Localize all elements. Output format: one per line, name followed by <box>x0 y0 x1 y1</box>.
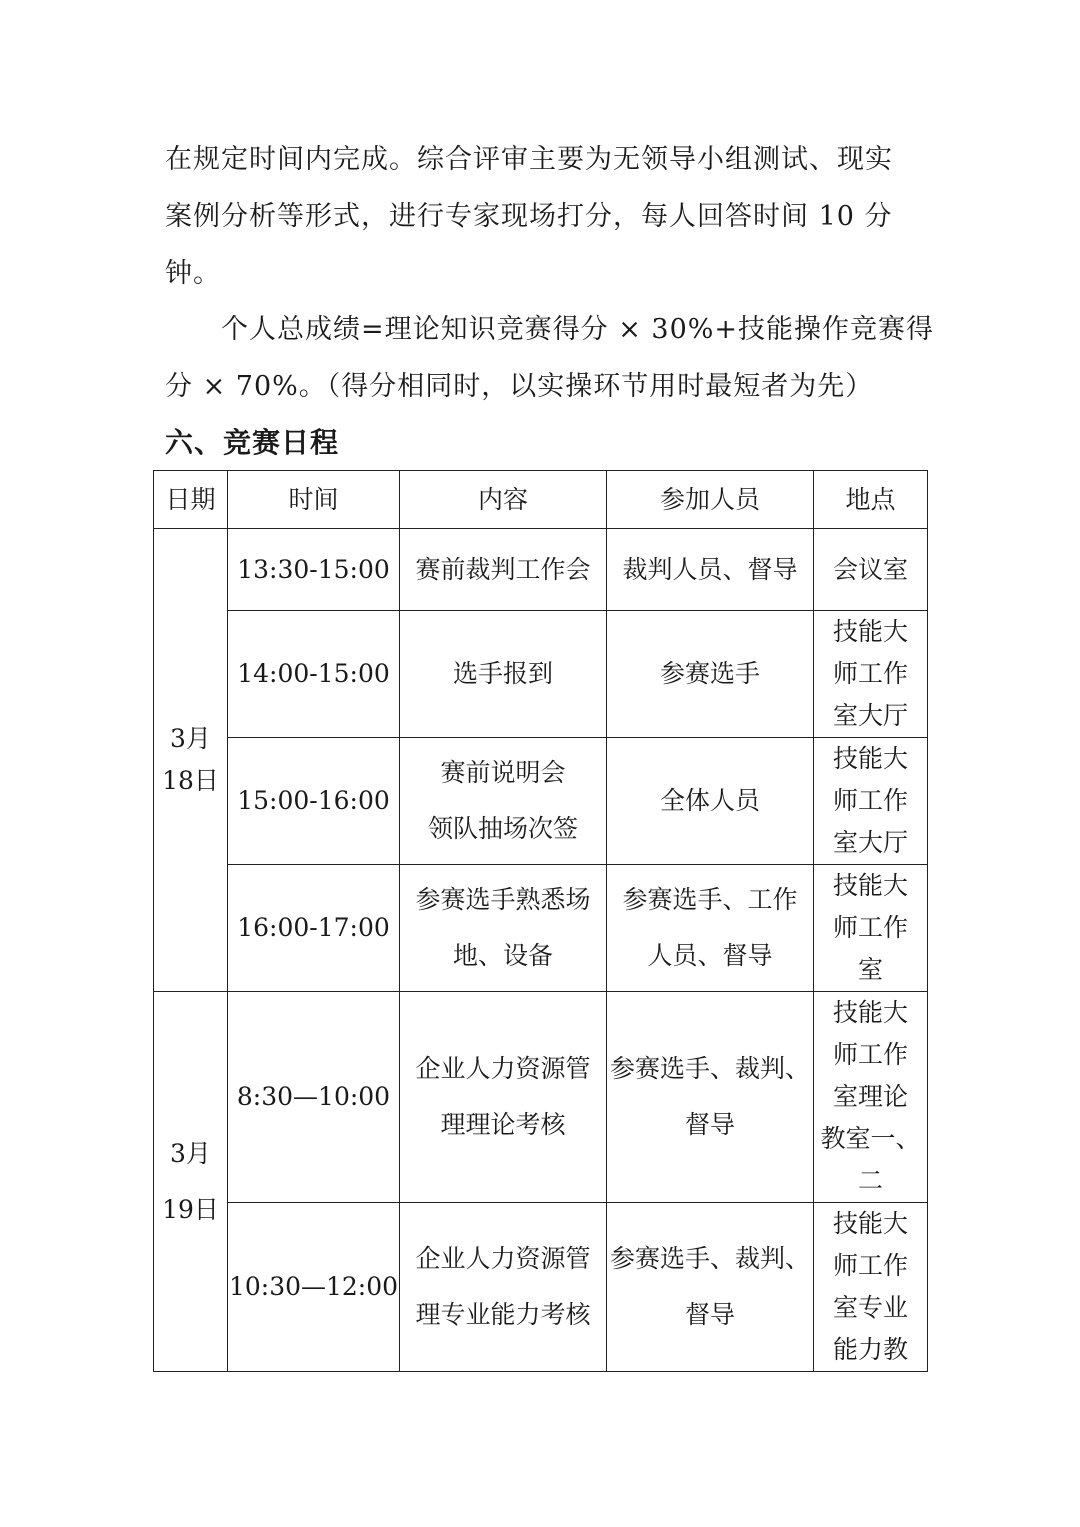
place-cell: 技能大 师工作 室大厅 <box>814 738 928 865</box>
people-cell: 参赛选手 <box>607 611 814 738</box>
people-cell: 参赛选手、裁判、 督导 <box>607 992 814 1203</box>
people-cell: 参赛选手、裁判、 督导 <box>607 1203 814 1372</box>
content-cell: 参赛选手熟悉场 地、设备 <box>400 865 607 992</box>
score-line: 分 × 70%。（得分相同时，以实操环节用时最短者为先） <box>165 371 874 402</box>
table-row <box>154 738 928 865</box>
place-cell: 技能大 师工作 室理论 教室一、 二 <box>814 992 928 1203</box>
content-cell: 赛前裁判工作会 <box>400 529 607 611</box>
section-heading: 六、竞赛日程 <box>165 426 340 459</box>
place-cell: 技能大 师工作 室 <box>814 865 928 992</box>
intro-line: 钟。 <box>165 258 221 289</box>
table-row <box>154 529 928 611</box>
table-row <box>154 1203 928 1372</box>
intro-line: 案例分析等形式，进行专家现场打分，每人回答时间 10 分 <box>165 201 893 232</box>
table-row <box>154 611 928 738</box>
time-cell: 14:00-15:00 <box>228 611 400 738</box>
people-cell: 参赛选手、工作 人员、督导 <box>607 865 814 992</box>
content-cell: 企业人力资源管 理理论考核 <box>400 992 607 1203</box>
content-cell: 赛前说明会 领队抽场次签 <box>400 738 607 865</box>
schedule-table <box>153 470 928 1372</box>
header-place: 地点 <box>814 471 928 529</box>
header-time: 时间 <box>228 471 400 529</box>
people-cell: 裁判人员、督导 <box>607 529 814 611</box>
header-people: 参加人员 <box>607 471 814 529</box>
score-paragraph <box>165 301 935 415</box>
time-cell: 10:30—12:00 <box>228 1203 400 1372</box>
date-cell: 3月 18日 <box>154 529 228 992</box>
date-cell: 3月 19日 <box>154 992 228 1372</box>
content-cell: 选手报到 <box>400 611 607 738</box>
score-line: 个人总成绩=理论知识竞赛得分 × 30%+技能操作竞赛得 <box>221 314 935 345</box>
header-date: 日期 <box>154 471 228 529</box>
content-cell: 企业人力资源管 理专业能力考核 <box>400 1203 607 1372</box>
place-cell: 技能大 师工作 室大厅 <box>814 611 928 738</box>
table-row <box>154 992 928 1203</box>
table-row <box>154 865 928 992</box>
time-cell: 15:00-16:00 <box>228 738 400 865</box>
intro-paragraph <box>165 131 925 302</box>
time-cell: 16:00-17:00 <box>228 865 400 992</box>
intro-line: 在规定时间内完成。综合评审主要为无领导小组测试、现实 <box>165 144 893 175</box>
time-cell: 8:30—10:00 <box>228 992 400 1203</box>
people-cell: 全体人员 <box>607 738 814 865</box>
table-header-row <box>154 471 928 529</box>
place-cell: 技能大 师工作 室专业 能力教 <box>814 1203 928 1372</box>
header-content: 内容 <box>400 471 607 529</box>
time-cell: 13:30-15:00 <box>228 529 400 611</box>
place-cell: 会议室 <box>814 529 928 611</box>
